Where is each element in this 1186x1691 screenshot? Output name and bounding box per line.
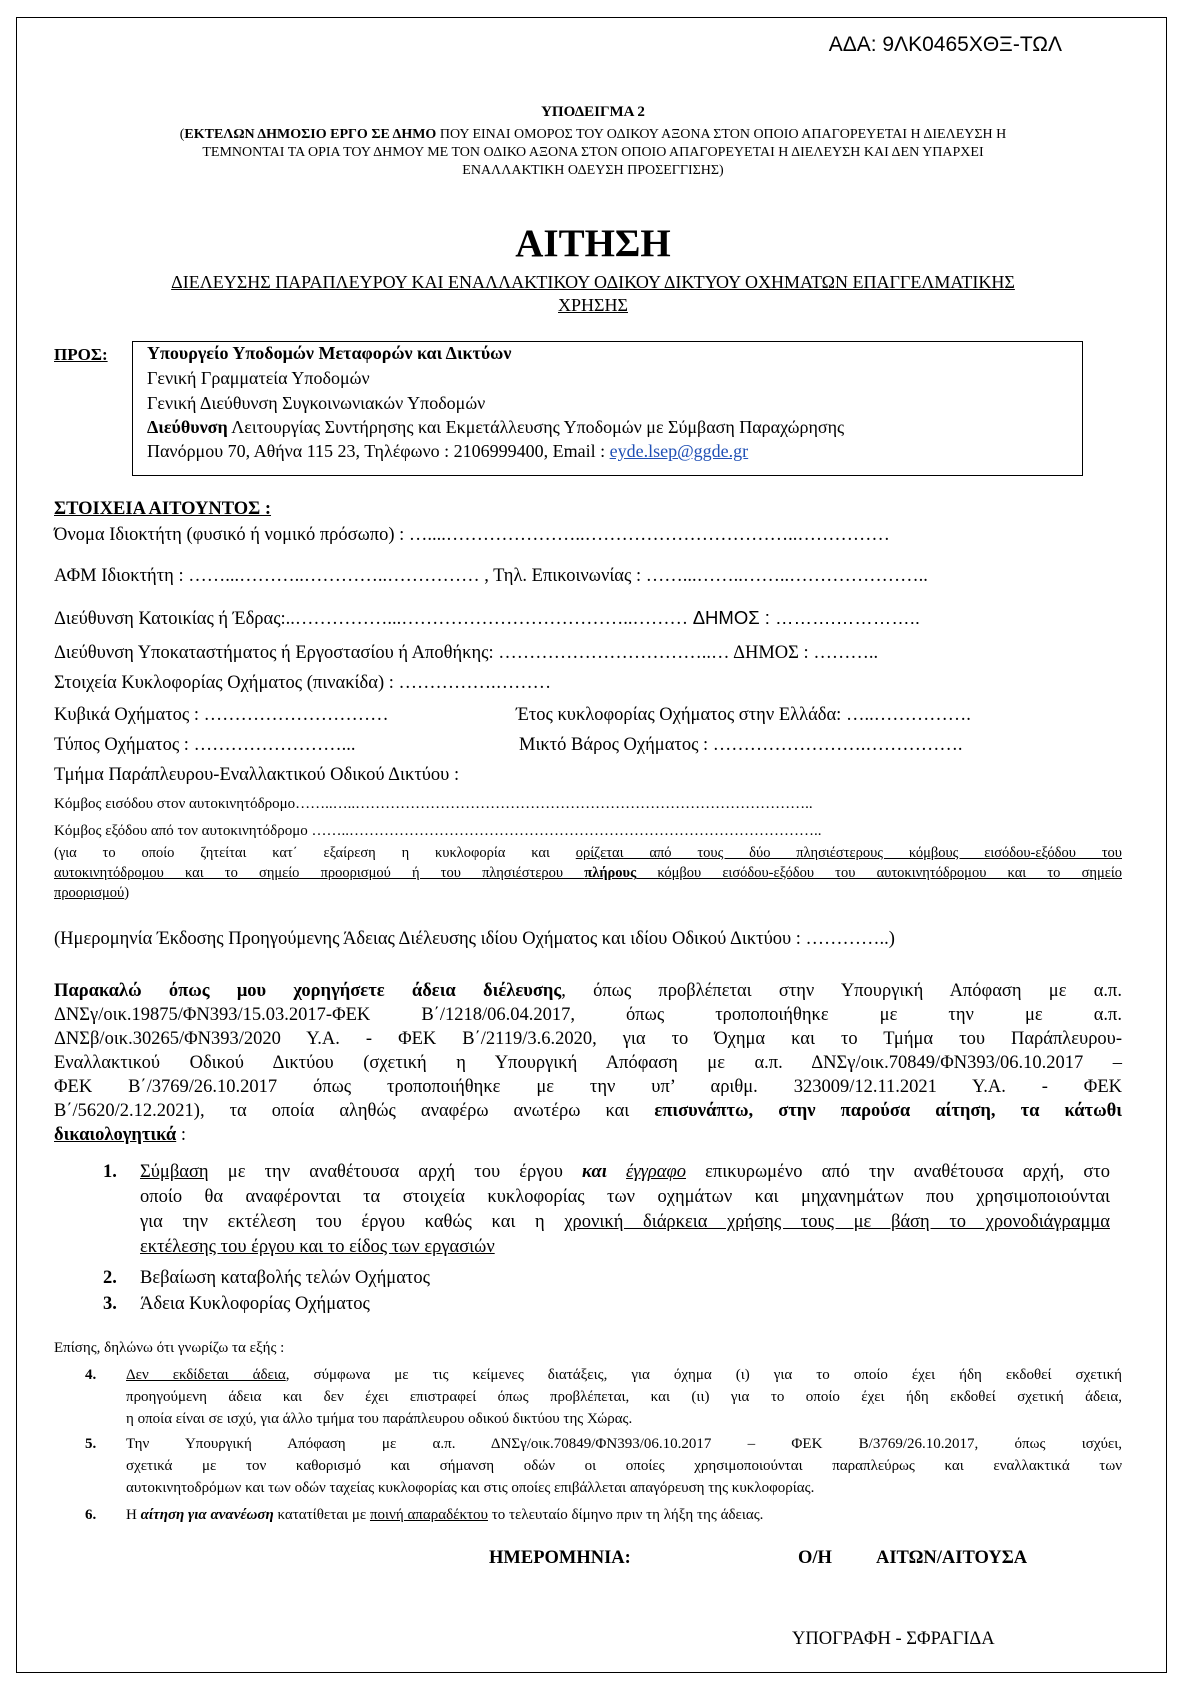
doc-2-number: 2. bbox=[103, 1268, 117, 1288]
cc-field: Κυβικά Οχήματος : ………………………… bbox=[54, 705, 389, 725]
vehicle-type-field: Τύπος Οχήματος : ……………………... bbox=[54, 735, 356, 755]
branch-address-field: Διεύθυνση Υποκαταστήματος ή Εργοστασίου ή Αποθήκης: ……………………………..… ΔΗΜΟΣ : ……….. bbox=[54, 643, 879, 663]
declaration-4-number: 4. bbox=[85, 1367, 97, 1383]
request-line4: Εναλλακτικού Οδικού Δικτύου (σχετική η Υπουργική Απόφαση με α.π. ΔΝΣγ/οικ.70849/ΦΝ393/06.10.2017 – bbox=[54, 1053, 1122, 1073]
doc-1-line3: για την εκτέλεση του έργου καθώς και η χρονική διάρκεια χρήσης τους με βάση το χρονοδιάγραμμα bbox=[140, 1212, 1110, 1232]
previous-permit-date-field: (Ημερομηνία Έκδοσης Προηγούμενης Άδειας Διέλευσης ιδίου Οχήματος και ιδίου Οδικού Δικτύου : …………..) bbox=[54, 929, 895, 949]
doc-1-line4: εκτέλεσης του έργου και το είδος των εργασιών bbox=[140, 1237, 495, 1257]
afm-phone-field: ΑΦΜ Ιδιοκτήτη : ……...………..…………..…………… , Τηλ. Επικοινωνίας : ……...……..……..………………….. bbox=[54, 566, 928, 586]
application-title: ΑΙΤΗΣΗ bbox=[515, 222, 671, 265]
doc-1-number: 1. bbox=[103, 1162, 117, 1182]
application-subtitle-line1: ΔΙΕΛΕΥΣΗΣ ΠΑΡΑΠΛΕΥΡΟΥ ΚΑΙ ΕΝΑΛΛΑΚΤΙΚΟΥ ΟΔΙΚΟΥ ΔΙΚΤΥΟΥ ΟΧΗΜΑΤΩΝ ΕΠΑΓΓΕΛΜΑΤΙΚΗΣ bbox=[171, 272, 1015, 292]
recipient-ministry: Υπουργείο Υποδομών Μεταφορών και Δικτύων bbox=[147, 343, 512, 363]
date-label: ΗΜΕΡΟΜΗΝΙΑ: bbox=[489, 1548, 631, 1568]
doc-1-line2: οποίο θα αναφέρονται τα στοιχεία κυκλοφορίας των οχημάτων και μηχανημάτων που χρησιμοποιούνται bbox=[140, 1187, 1110, 1207]
gross-weight-field: Μικτό Βάρος Οχήματος : …………………….……………. bbox=[519, 735, 963, 755]
doc-3-number: 3. bbox=[103, 1294, 117, 1314]
recipient-label: ΠΡΟΣ: bbox=[54, 345, 108, 364]
declaration-5-number: 5. bbox=[85, 1436, 97, 1452]
declaration-4-line3: η οποία είναι σε ισχύ, για άλλο τμήμα του παράπλευρου οδικού δικτύου της Χώρας. bbox=[126, 1411, 633, 1427]
recipient-email-link[interactable]: eyde.lsep@ggde.gr bbox=[609, 441, 749, 461]
doc-3-text: Άδεια Κυκλοφορίας Οχήματος bbox=[140, 1294, 370, 1314]
request-line2: ΔΝΣγ/οικ.19875/ΦΝ393/15.03.2017-ΦΕΚ Β΄/1218/06.04.2017, όπως τροποποιήθηκε με την με α.π. bbox=[54, 1005, 1122, 1025]
declaration-5-line2: σχετικά με τον καθορισμό και σήμανση οδών οι οποίες χρησιμοποιούνται παραπλεύρως και εναλλακτικά των bbox=[126, 1458, 1122, 1474]
network-section-field: Τμήμα Παράπλευρου-Εναλλακτικού Οδικού Δικτύου : bbox=[54, 765, 460, 785]
plate-field: Στοιχεία Κυκλοφορίας Οχήματος (πινακίδα) : …………….……… bbox=[54, 673, 552, 693]
network-note-line2: αυτοκινητόδρομου και το σημείο προορισμού ή του πλησιέστερου πλήρους κόμβου εισόδου-εξόδου του αυτοκινητόδρομου και το σημείο bbox=[54, 865, 1122, 881]
template-note-line1: (ΕΚΤΕΛΩΝ ΔΗΜΟΣΙΟ ΕΡΓΟ ΣΕ ΔΗΜΟ ΠΟΥ ΕΙΝΑΙ ΟΜΟΡΟΣ ΤΟΥ ΟΔΙΚΟΥ ΑΞΟΝΑ ΣΤΟΝ ΟΠΟΙΟ ΑΠΑΓΟΡΕΥΕΤΑΙ Η ΔΙΕΛΕΥΣΗ Η bbox=[179, 127, 1007, 142]
template-note-line2: ΤΕΜΝΟΝΤΑΙ ΤΑ ΟΡΙΑ ΤΟΥ ΔΗΜΟΥ ΜΕ ΤΟΝ ΟΔΙΚΟ ΑΞΟΝΑ ΣΤΟΝ ΟΠΟΙΟ ΑΠΑΓΟΡΕΥΕΤΑΙ Η ΔΙΕΛΕΥΣΗ ΚΑΙ ΔΕΝ ΥΠΑΡΧΕΙ bbox=[202, 145, 984, 160]
oh-label: Ο/Η bbox=[798, 1548, 832, 1568]
declaration-6-text: Η αίτηση για ανανέωση κατατίθεται με ποινή απαραδέκτου το τελευταίο δίμηνο πριν τη λήξη της άδειας. bbox=[126, 1507, 764, 1523]
owner-name-field: Όνομα Ιδιοκτήτη (φυσικό ή νομικό πρόσωπο) : …....…………………..……………………………..…………… bbox=[54, 525, 890, 545]
request-line3: ΔΝΣβ/οικ.30265/ΦΝ393/2020 Υ.Α. - ΦΕΚ Β΄/2119/3.6.2020, για το Όχημα και το Τμήμα του Παράπλευρου- bbox=[54, 1029, 1122, 1049]
recipient-secretariat: Γενική Γραμματεία Υποδομών bbox=[147, 368, 370, 388]
request-line5: ΦΕΚ Β΄/3769/26.10.2017 όπως τροποποιήθηκε με την υπ’ αριθμ. 323009/12.11.2021 Υ.Α. - ΦΕΚ bbox=[54, 1077, 1122, 1097]
declaration-4-line2: προηγούμενη άδεια και δεν έχει επιστραφεί όπως προβλέπεται, και (ιι) για το οποίο έχει ήδη εκδοθεί σχετική άδεια, bbox=[126, 1389, 1122, 1405]
doc-2-text: Βεβαίωση καταβολής τελών Οχήματος bbox=[140, 1268, 430, 1288]
applicant-section-heading: ΣΤΟΙΧΕΙΑ ΑΙΤΟΥΝΤΟΣ : bbox=[54, 499, 272, 519]
application-subtitle-line2: ΧΡΗΣΗΣ bbox=[558, 295, 628, 315]
request-line6: Β΄/5620/2.12.2021), τα οποία αληθώς αναφέρω ανωτέρω και επισυνάπτω, στην παρούσα αίτηση, τα κάτωθι bbox=[54, 1101, 1122, 1121]
template-title: ΥΠΟΔΕΙΓΜΑ 2 bbox=[541, 104, 645, 120]
request-line1: Παρακαλώ όπως μου χορηγήσετε άδεια διέλευσης, όπως προβλέπεται στην Υπουργική Απόφαση με α.π. bbox=[54, 981, 1122, 1001]
recipient-general-directorate: Γενική Διεύθυνση Συγκοινωνιακών Υποδομών bbox=[147, 393, 486, 413]
signature-stamp-label: ΥΠΟΓΡΑΦΗ - ΣΦΡΑΓΙΔΑ bbox=[792, 1629, 995, 1649]
exit-node-field: Κόμβος εξόδου από τον αυτοκινητόδρομο ……..………………………………………………………………………………….. bbox=[54, 823, 822, 839]
network-note-line1: (για το οποίο ζητείται κατ΄ εξαίρεση η κυκλοφορία και ορίζεται από τους δύο πλησιέστερους κόμβους εισόδου-εξόδου του bbox=[54, 845, 1122, 861]
applicant-label: ΑΙΤΩΝ/ΑΙΤΟΥΣΑ bbox=[876, 1548, 1028, 1568]
declaration-intro: Επίσης, δηλώνω ότι γνωρίζω τα εξής : bbox=[54, 1340, 285, 1356]
request-line7: δικαιολογητικά : bbox=[54, 1125, 186, 1145]
registration-year-field: Έτος κυκλοφορίας Οχήματος στην Ελλάδα: …..……………. bbox=[516, 705, 971, 725]
entry-node-field: Κόμβος εισόδου στον αυτοκινητόδρομο……..…..……………………………………………………………………………….. bbox=[54, 796, 813, 812]
recipient-contact: Πανόρμου 70, Αθήνα 115 23, Τηλέφωνο : 2106999400, Email : eyde.lsep@ggde.gr bbox=[147, 441, 749, 461]
recipient-box bbox=[132, 341, 1083, 476]
recipient-directorate: Διεύθυνση Λειτουργίας Συντήρησης και Εκμετάλλευσης Υποδομών με Σύμβαση Παραχώρησης bbox=[147, 417, 845, 437]
declaration-5-line3: αυτοκινητοδρόμων και των οδών ταχείας κυκλοφορίας και στις οποίες επιβάλλεται απαγόρευση της κυκλοφορίας. bbox=[126, 1480, 815, 1496]
declaration-4-line1: Δεν εκδίδεται άδεια, σύμφωνα με τις κείμενες διατάξεις, για όχημα (ι) για το οποίο έχει ήδη εκδοθεί σχετική bbox=[126, 1367, 1122, 1383]
ada-code: ΑΔΑ: 9ΛΚ0465ΧΘΞ-ΤΩΛ bbox=[828, 33, 1062, 56]
declaration-6-number: 6. bbox=[85, 1507, 97, 1523]
address-field: Διεύθυνση Κατοικίας ή Έδρας:..……………...………………………………..……… ΔΗΜΟΣ : ……….………….. bbox=[54, 607, 920, 629]
template-note-line3: ΕΝΑΛΛΑΚΤΙΚΗ ΟΔΕΥΣΗ ΠΡΟΣΕΓΓΙΣΗΣ) bbox=[462, 163, 724, 178]
declaration-5-line1: Την Υπουργική Απόφαση με α.π. ΔΝΣγ/οικ.70849/ΦΝ393/06.10.2017 – ΦΕΚ Β/3769/26.10.2017, όπως ισχύει, bbox=[126, 1436, 1122, 1452]
network-note-line3: προορισμού) bbox=[54, 885, 130, 901]
doc-1-line1: Σύμβαση με την αναθέτουσα αρχή του έργου και έγγραφο επικυρωμένο από την αναθέτουσα αρχή, στο bbox=[140, 1162, 1110, 1182]
